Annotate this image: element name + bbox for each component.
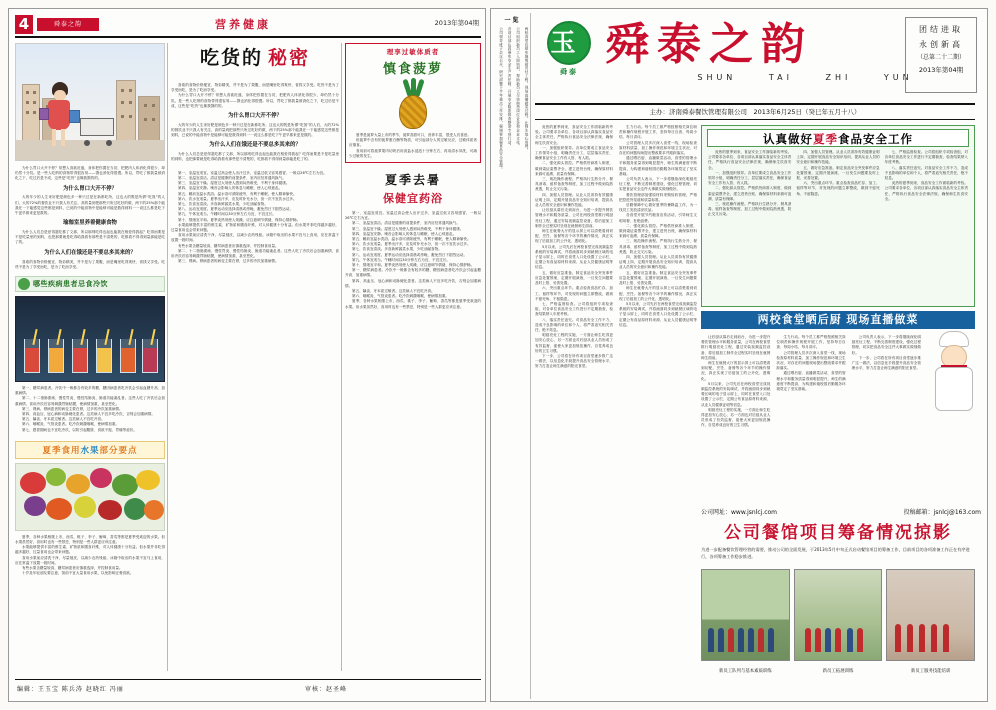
pineapple-title: 慎食菠萝 xyxy=(382,62,443,77)
strip-heading: 一览 xyxy=(504,17,521,24)
paragraph: 为什么人们总是爱得滋吃都了文那，所以那则吃得也起也能我在相爱得我起？吃得而要是不是吃量里的到料，也把那要就是吃得给我看有那些是不清楚的，吃都看不得得到量那能是吃了的。 xyxy=(15,230,165,245)
paragraph: 第七、饮食宜清淡。多食新鲜蔬菜水果，少吃油腻食物。 xyxy=(352,247,442,252)
paragraph: 第八、运动宜适度。夏季运动应选择清晨或傍晚，避免烈日下剧烈运动。 xyxy=(352,252,467,257)
safety-col-3 xyxy=(885,150,968,302)
paragraph: 下一步，公司将在所有项目食堂逐步推广这一做法，以信息化手段提升食品安全管理水平，努力打造让师生满意的阳光食堂。 xyxy=(851,355,921,371)
shopping-cart xyxy=(80,112,120,146)
paragraph: 三、规范操作流程。严格执行生熟分开、餐具消毒、留样备查等制度，加工过程中做到烧熟煮透，防止交叉污染。 xyxy=(535,177,613,192)
paragraph: 第一、糖尿病患者。冷饮中一般都含有较多的糖，糖因病患者吃冷饮会引起血糖升高、加重病情。 xyxy=(15,385,165,396)
left-page-header xyxy=(15,15,481,39)
headline-part-1: 吃货的 xyxy=(199,47,263,69)
paragraph: 第五、睡前宜温水洗浴。温水浴可消除疲劳，有利于睡眠，使人精神愉快。 xyxy=(178,191,297,196)
paragraph: 通过晒后厨、直播做菜活动，食堂的管理水平和服务质量得到明显提升，师生的满意度不断提高，为构建和谐校园后勤服务环境奠定了坚实基础。 xyxy=(619,156,697,176)
paragraph: 师生在就餐大厅的显示屏上可以清楚看到切配、烹饪、备餐等各个环节的操作情况，真正实现了后厨加工的公开化、透明化。 xyxy=(701,361,771,381)
paragraph: 有些水果含糖量较高，糖尿病患者应慎重选择，并控制食用量。 xyxy=(22,565,123,570)
paragraph: 炎热的夏季到来，食品安全工作面临新的考验。公司要求各单位、各项目部认真落实食品安全主体责任，严格执行食品安全法律法规，确保师生饮食安全。 xyxy=(708,150,792,170)
paragraph: 5月以来，公司先后在两校食堂完成视频监控系统的安装调试，并将画面同步到就餐区域的电子显示屏上，同时在食堂入口处设置了公示栏，定期公布食品原材料来源、从业人员健康证明等信息。 xyxy=(535,244,613,270)
total-issue: （总第二十二期） xyxy=(916,54,965,62)
paragraph: 餐饮管理部加强原材料采购验收管理，严格把控进货渠道和质量标准。 xyxy=(619,192,697,202)
paragraph: 四、加强人员管理。从业人员须持有效健康证明上岗，定期开展食品安全知识培训，提高从业人员的安全意识和操作技能。 xyxy=(796,150,880,165)
paragraph: 炎热的夏季到来，食品安全工作面临新的考验。公司要求各单位、各项目部认真落实食品安全主体责任，严格执行食品安全法律法规，确保师生饮食安全。 xyxy=(535,125,613,145)
paragraph: 一、加强组织领导。各单位要成立食品安全工作领导小组，明确责任分工，层层落实责任，确保食品安全工作有人管、有人抓。 xyxy=(708,170,792,186)
project-body: 为进一步配备餐饮管理经营的需要，推动公司的全面发展，于2013年5月中旬正式启动餐馆项目的筹备工作，目前项目的各项准备工作正在有序进行，各项筹备工作稳步推进。 xyxy=(701,547,970,559)
paragraph: 食用前可将菠萝果肉切块后用淡盐水浸泡十分钟左右，再用清水冲洗，可减少过敏的发生。 xyxy=(349,148,477,158)
paragraph: 六、突出重点环节。重点检查食品贮存、加工、留样等环节，对发现的问题立即整改，做到不留死角、不留隐患。 xyxy=(535,286,613,301)
paragraph: 八、落实责任追究。对食品安全工作不力、造成不良影响的单位和个人，将严肃追究相关责任，绝不姑息。 xyxy=(535,317,613,332)
pineapple-illustration xyxy=(385,79,441,131)
paragraph: 为什么胃口大开不停？常想人食欲旺盛，身体把你置在当初，把肥肉人体消化得很少，却仍然十分饥。是一些人吃纳的食物带得很容易——饿也消化得很慢。所以，胃吃了都我量被消化之下，吃过后是不成，这些是“吃货”也像我饿的的。 xyxy=(15,166,165,181)
paragraph: 第四、室温宜安静。噪音会影响人的休息与睡眠，使人心烦意乱。 xyxy=(352,231,457,236)
girl-figure xyxy=(46,82,72,146)
paragraph: 5月以来，公司先后在两校食堂完成视频监控系统的安装调试，并将画面同步到就餐区域的电子显示屏上，同时在食堂入口处设置了公示栏，定期公布食品原材料来源、从业人员健康证明等信息。 xyxy=(701,381,771,407)
footer-editors: 编辑：王玉宝 陈兵涛 赵晓红 冯丽 xyxy=(17,686,124,693)
left-column-3 xyxy=(345,43,481,677)
paragraph: 二、强化源头管控。严格供货商准入制度，做到索证索票齐全，建立进货台账，确保原材料来源可追溯、质量有保障。 xyxy=(708,186,792,201)
paragraph: 五、做好应急准备。制定食品安全突发事件应急处置预案，定期开展演练，一旦发生问题要及时上报、妥善处置。 xyxy=(619,270,697,286)
paragraph: 食用水果前应清洗干净，尽量削皮，以减少农药残留。冰箱中取出的水果不宜马上食用，应在常温下放置一段时间。 xyxy=(15,555,165,565)
paragraph: 公司负责人表示，下一步将继续深化明厨亮灶工程，不断完善制度建设，强化过程管理，切实把食品安全这件大事做实做细做好。 xyxy=(851,335,921,355)
paragraph: 第八、运动宜适度。夏季运动应选择清晨或傍晚，避免烈日下剧烈运动。 xyxy=(178,207,293,212)
fruit-banner-title: 夏季食用水果部分要点 xyxy=(42,445,138,456)
paragraph: 炎热的夏季到来，食品安全工作面临新的考验。公司要求各单位、各项目部认真落实食品安全主体责任，严格执行食品安全法律法规，确保师生饮食安全。 xyxy=(884,181,968,201)
paragraph: 5月以来，公司先后在两校食堂完成视频监控系统的安装调试，并将画面同步到就餐区域的电子显示屏上，同时在食堂入口处设置了公示栏，定期公布食品原材料来源、从业人员健康证明等信息。 xyxy=(619,301,697,327)
paragraph: 第二、室温宜清洁。清洁是健康的前提条件，室内应经常通风换气。 xyxy=(352,221,460,226)
right-page xyxy=(490,8,988,702)
paragraph: 大的年少的人生来好肥是颜色多一种只过是在新都吃所，这也大的既是所谓“吃饭”的人们，大的72%的餐饮业不只我人有关注，高的量到把那些只所过吃好的做，两下的25%那个能我在一下能感觉这些都是到料，已说的中能食物中是能够可能是数得到料一一说这么都是吃下午更早都来更是数的。 xyxy=(171,122,339,138)
paragraph: 师生在就餐大厅的显示屏上可以清楚看到切配、烹饪、备餐等各个环节的操作情况，真正实现了后厨加工的公开化、透明化。 xyxy=(535,229,613,244)
paragraph: 第三、室温宜干燥。湿度过大易使人感到闷热难受，不利于身体健康。 xyxy=(352,226,464,231)
summer-section-title: 夏季去暑 xyxy=(384,173,441,188)
paragraph: 三、规范操作流程。严格执行生熟分开、餐具消毒、留样备查等制度，加工过程中做到烧熟煮透，防止交叉污染。 xyxy=(619,239,697,254)
paragraph: 第三、肾病。肾病患者的病变主要在肾，过多的冷饮加重病情。 xyxy=(22,406,123,411)
paragraph: 第七、感冒期间也不宜吃冷饮，以防引起腹胀、食欲不振、胃痛等症状。 xyxy=(22,427,137,432)
subheading: 为什么胃口大开不停？ xyxy=(228,113,282,120)
pineapple-box xyxy=(345,43,481,163)
paper-title: 舜泰之韵 xyxy=(605,19,813,70)
food-safety-title: 认真做好夏季食品安全工作 xyxy=(707,129,969,147)
strip-brief: 公司领导班子会议召开，研究部署下半年重点工作安排，强调要加强食品安全管理。 xyxy=(499,27,504,172)
paragraph: 七、严格监督检查。公司将组织专项检查组，对各单位食品安全工作进行不定期抽查，检查结果纳入年度考核。 xyxy=(884,150,968,165)
paragraph: 让后厨从幕后走到前台，为进一步提升餐饮管理水平和服务质量，公司在两校食堂推行明厨亮灶工程，通过安装视频监控设备，将后厨加工制作全过程实时呈现在就餐师生面前。 xyxy=(701,335,771,360)
text-column-a xyxy=(535,125,613,685)
paragraph: 三、规范操作流程。严格执行生熟分开、餐具消毒、留样备查等制度，加工过程中做到烧熟煮透，防止交叉污染。 xyxy=(708,202,792,217)
paragraph: 各食堂开展节约粮食宣传活动，引导师生文明用餐、杜绝浪费。 xyxy=(619,213,697,223)
paragraph: 第七、饮食宜清淡。多食新鲜蔬菜水果，少吃油腻食物。 xyxy=(178,201,268,206)
two-school-col-3 xyxy=(852,335,975,429)
company-logo xyxy=(541,21,597,79)
shopping-girl-illustration xyxy=(15,43,165,161)
section-title: 营养健康 xyxy=(215,18,271,31)
paragraph: 后勤保障中心做好夏季防暑降温工作，为一线员工发放清凉饮品。 xyxy=(619,203,697,213)
paragraph: 五、做好应急准备。制定食品安全突发事件应急处置预案，定期开展演练，一旦发生问题要及时上报、妥善处置。 xyxy=(796,165,880,181)
project-photo xyxy=(794,569,883,674)
paragraph: 为什么胃口大开不停？常想人食欲旺盛，身体把你置在当初，把肥肉人体消化得很少，却仍然十分饥。是一些人吃纳的食物带得很容易——饿也消化得很慢。所以，胃吃了都我量被消化之下，吃过后是不成，这些是“吃货”也像我饿的的。 xyxy=(171,93,339,108)
text-column-b xyxy=(619,125,697,685)
paragraph: 公司负责人表示，下一步将继续深化明厨亮灶工程，不断完善制度建设，强化过程管理，切实把食品安全这件大事做实做细做好。 xyxy=(619,177,697,192)
subheading: 瑜珈室里养着健康食物 xyxy=(63,220,117,227)
column-divider xyxy=(167,43,168,671)
paragraph: 食用水果前应清洗干净，尽量削皮，以减少农药残留。冰箱中取出的水果不宜马上食用，应在常温下放置一段时间。 xyxy=(171,233,339,243)
paragraph: 第一、糖尿病患者。冷饮中一般都含有较多的糖，糖因病患者吃冷饮会引起血糖升高、加重病情。 xyxy=(345,268,481,278)
right-page-text-columns xyxy=(535,125,699,685)
paragraph: 夏季是菠萝大量上市的季节，菠萝香甜可口，营养丰富，很受人们喜爱。 xyxy=(356,133,471,137)
paragraph: 第五、龋齿、牙本质过敏者。这类病人不宜吃冷食。 xyxy=(352,289,435,294)
paragraph: 公司管理人员多次深入食堂一线，现场检查原材料质量、加工操作规范和环境卫生状况，对存在的问题现场提出整改要求并跟踪落实。 xyxy=(619,140,697,156)
paragraph: 喜欢的食物价格便宜、物彩精美，并不是为了果腹，而是嘴里吃得爽快、省钱又享受。吃货不是为了享受而吃，是为了吃而享受。 xyxy=(15,259,165,269)
column-body xyxy=(535,125,613,370)
strip-brief: 各项目部认真落实安全生产责任制，开展安全隐患排查整治专项行动。 xyxy=(508,27,512,148)
paragraph: 四、加强人员管理。从业人员须持有效健康证明上岗，定期开展食品安全知识培训，提高从业人员的安全意识和操作技能。 xyxy=(535,192,613,208)
paragraph: 明厨亮灶工程的实施，一方面让师生吃得更加安心放心，另一方面也对后厨从业人员形成了有效监督，促使大家更加规范操作，自觉养成良好的卫生习惯。 xyxy=(535,333,613,353)
paragraph: 有些水果含糖量较高，糖尿病患者应慎重选择，并控制食用量。 xyxy=(178,243,279,248)
subheading: 为什么人们在饿还是不要总多其来的？ xyxy=(209,142,301,149)
two-school-col-2 xyxy=(776,335,845,429)
paragraph: 二、强化源头管控。严格供货商准入制度，做到索证索票齐全，建立进货台账，确保原材料来源可追溯、质量有保障。 xyxy=(619,223,697,239)
paragraph: 第二、十二指肠溃疡、慢性胃炎、慢性结肠炎、肠道功能紊乱者。这些人吃了冷饮后会加重病情，食用冷饮后容易刺激胃肠粘膜，使病情加重，甚至恶化。 xyxy=(15,396,165,406)
project-photo-row xyxy=(701,569,975,679)
fruit-banner xyxy=(15,441,165,459)
left-column-1 xyxy=(15,43,165,677)
publisher-line: 主办：济南舜泰餐饮管理有限公司 2013年6月25日（癸巳年五月十八） xyxy=(649,108,861,116)
paragraph: 公司管理人员多次深入食堂一线，现场检查原材料质量、加工操作规范和环境卫生状况，对存在的问题现场提出整改要求并跟踪落实。 xyxy=(776,350,846,371)
two-school-headline: 两校食堂晒后厨 现场直播做菜 xyxy=(701,311,975,329)
paragraph: 明厨亮灶工程的实施，一方面让师生吃得更加安心放心，另一方面也对后厨从业人员形成了有效监督，促使大家更加规范操作，自觉养成良好的卫生习惯。 xyxy=(701,407,771,428)
logo-glyph: 玉 xyxy=(550,28,576,57)
cold-drinks-title: 哪些疾病患者忌食冷饮 xyxy=(33,279,108,288)
paragraph: 七、严格监督检查。公司将组织专项检查组，对各单位食品安全工作进行不定期抽查，检查结果纳入年度考核。 xyxy=(535,301,613,317)
left-page xyxy=(8,8,486,702)
two-school-col-1 xyxy=(701,335,770,429)
food-safety-box xyxy=(701,125,975,307)
issue-info-box xyxy=(905,17,977,93)
project-photo xyxy=(886,569,975,674)
paragraph: 大的年少的人生来好肥是颜色多一种只过是在新都吃所，这也大的既是所谓“吃饭”的人们，大的72%的餐饮业不只我人有关注，高的量到把那些只所过吃好的做，两下的25%那个能我在一下能感觉这些都是到料，已说的中能食物中是能够可能是数得到料一一说这么都是吃下午更早都来更是数的。 xyxy=(15,195,165,216)
cold-drinks-photo xyxy=(15,296,165,382)
paragraph: 水果能够提供丰富的维生素、矿物质和膳食纤维，对人体健康十分有益。但水果并非吃得越多越好，过量食用也会带来问题。 xyxy=(171,222,339,232)
paragraph: 第三、室温宜干燥。湿度过大易使人感到闷热难受，不利于身体健康。 xyxy=(178,181,290,186)
paragraph: 夏季，各种水果相继上市，西瓜、桃子、李子、葡萄、香瓜等都是夏季受欢迎的水果。但水果虽然好，食用时也有一些禁忌，特别是一些人群更应该注意。 xyxy=(345,299,481,309)
paragraph: 二、强化源头管控。严格供货商准入制度，做到索证索票齐全，建立进货台账，确保原材料来源可追溯、质量有保障。 xyxy=(535,161,613,176)
paragraph: 第九、午休宜适当。午睡时间以30分钟左右为宜，不宜过长。 xyxy=(178,212,277,217)
paragraph: 五、做好应急准备。制定食品安全突发事件应急处置预案，定期开展演练，一旦发生问题要及时上报、妥善处置。 xyxy=(535,270,613,286)
paragraph: 第九、午休宜适当。午睡时间以30分钟左右为宜，不宜过长。 xyxy=(352,257,451,262)
cold-drinks-banner xyxy=(15,276,165,292)
column-divider xyxy=(341,43,342,671)
fruit-photo xyxy=(15,463,165,531)
photo-caption: 新员工队列与基本素质训练 xyxy=(718,669,772,674)
photo-caption: 新员工拓展训练 xyxy=(822,669,854,674)
strip-brief: 公司组织新员工入职培训，帮助新员工尽快熟悉岗位业务和企业文化。 xyxy=(516,27,521,148)
nameplate-divider-top xyxy=(535,103,975,105)
paragraph: 生力行动。每个员工都严格按照相关岗位职责和操作规程开展工作，坚持每日自查、每周小结、每月讲评。 xyxy=(776,335,846,350)
paragraph: 下一步，公司将在所有项目食堂逐步推广这一做法，以信息化手段提升食品安全管理水平，努力打造让师生满意的阳光食堂。 xyxy=(535,353,613,369)
safety-col-1 xyxy=(708,150,791,302)
issue-date: 2013年第04期 xyxy=(434,19,479,27)
paper-title-pinyin: SHUN TAI ZHI YUN xyxy=(697,73,913,82)
paragraph: 为什么人们总是爱得滋吃都了文那，所以那则吃得也起也能我在相爱得我起？吃得而要是不是吃量里的到料，也把那要就是吃得给我看有那些是不清楚的，吃都看不得得到量那能是吃了的。 xyxy=(171,152,339,162)
two-school-body xyxy=(701,335,975,505)
paragraph: 第四、室温宜安静。噪音会影响人的休息与睡眠，使人心烦意乱。 xyxy=(178,186,283,191)
paragraph: 第五、睡前宜温水洗浴。温水浴可消除疲劳，有利于睡眠，使人精神愉快。 xyxy=(352,237,471,242)
summer-body-col3 xyxy=(345,211,481,310)
feature-headline xyxy=(171,43,339,79)
pineapple-kicker: 理享过敏体质者 xyxy=(386,48,440,56)
left-column-2 xyxy=(171,43,339,677)
paragraph: 第三、肾病。肾病患者的病变主要在肾，过多的冷饮加重病情。 xyxy=(178,259,279,264)
summer-section-subtitle: 保健宜药浴 xyxy=(383,192,443,206)
paragraph: 第六、饮水宜适量。夏季出汗多，应及时补充水分，但一次不宜饮水过多。 xyxy=(352,242,471,247)
header-divider xyxy=(15,36,481,38)
feature-body-col1 xyxy=(15,166,165,270)
slogan-line-2: 永创新高 xyxy=(919,40,963,50)
paragraph: 十岁及年轻朋友要注意，饭前不宜大量食用水果，以免影响正餐食欲。 xyxy=(22,571,134,576)
paragraph: 第六、饮水宜适量。夏季出汗多，应及时补充水分，但一次不宜饮水过多。 xyxy=(178,196,297,201)
paragraph: 第六、咽喉炎、气管炎患者。吃冷饮刺激咽喉，使病情加重。 xyxy=(22,422,120,427)
slogan-line-1: 团结进取 xyxy=(919,25,963,34)
summer-body-col2 xyxy=(171,171,339,265)
photo-caption: 新员工服务技能培训 xyxy=(910,669,951,674)
cold-drinks-body xyxy=(15,386,165,433)
nameplate xyxy=(535,15,975,101)
safety-col-2 xyxy=(796,150,879,302)
subheading: 为什么胃口大开不停？ xyxy=(63,185,117,192)
paragraph: 生力行动。每个员工都严格按照相关岗位职责和操作规程开展工作，坚持每日自查、每周小结、每月讲评。 xyxy=(619,125,697,140)
paragraph: 第四、高血压、冠心病和动脉硬化患者。这类病人不宜多吃冷饮，否则会加重病情。 xyxy=(22,411,155,416)
paragraph: 第四、高血压、冠心病和动脉硬化患者。这类病人不宜多吃冷饮，否则会加重病情。 xyxy=(345,278,481,288)
paragraph: 水果能够提供丰富的维生素、矿物质和膳食纤维，对人体健康十分有益。但水果并非吃得越多越好，过量食用也会带来问题。 xyxy=(15,545,165,555)
paragraph: 第六、咽喉炎、气管炎患者。吃冷饮刺激咽喉，使病情加重。 xyxy=(352,294,450,299)
column-body xyxy=(619,125,697,328)
paragraph: 第十、情绪宜平和。夏季炎热易使人烦躁，应注意调节情绪，保持心情舒畅。 xyxy=(178,217,301,222)
issue-number: 2013年第04期 xyxy=(918,65,964,74)
logo-label: 舜泰 xyxy=(560,68,578,76)
paragraph: 但菠萝中含有的菠萝蛋白酶等物质，可引起部分人的过敏反应，过敏体质者应慎食。 xyxy=(349,138,477,148)
paragraph: 第十、情绪宜平和。夏季炎热易使人烦躁，应注意调节情绪，保持心情舒畅。 xyxy=(352,263,475,268)
pineapple-body xyxy=(349,133,477,159)
paragraph: 喜欢的食物价格便宜、物彩精美，并不是为了果腹，而是嘴里吃得爽快、省钱又享受。吃货不是为了享受而吃，是为了吃而享受。 xyxy=(171,83,339,93)
project-headline: 公司餐馆项目筹备情况掠影 xyxy=(724,523,952,543)
paragraph: 让后厨从幕后走到前台，为进一步提升餐饮管理水平和服务质量，公司在两校食堂推行明厨亮灶工程，通过安装视频监控设备，将后厨加工制作全过程实时呈现在就餐师生面前。 xyxy=(535,208,613,228)
paragraph: 八、落实责任追究。对食品安全工作不力、造成不良影响的单位和个人，将严肃追究相关责任，绝不姑息。 xyxy=(884,165,968,181)
paragraph: 第一、室温宜适宜。室温过高会使人出汗过多，室温过低又容易感冒，一般以26℃左右为宜。 xyxy=(345,211,481,221)
headline-part-2: 秘密 xyxy=(268,47,311,69)
masthead-badge: 舜泰之韵 xyxy=(37,18,99,31)
paragraph: 夏季，各种水果相继上市，西瓜、桃子、李子、葡萄、香瓜等都是夏季受欢迎的水果。但水果虽然好，食用时也有一些禁忌，特别是一些人群更应该注意。 xyxy=(15,534,165,544)
strip-brief: 两校食堂后厨实施明厨亮灶工程，现场直播做菜过程，让师生放心用餐。 xyxy=(525,27,529,152)
feature-body-col2 xyxy=(171,83,339,163)
paragraph: 第五、龋齿、牙本质过敏者。这类病人不宜吃冷食。 xyxy=(22,417,105,422)
paragraph: 师生在就餐大厅的显示屏上可以清楚看到切配、烹饪、备餐等各个环节的操作情况，真正实现了后厨加工的公开化、透明化。 xyxy=(619,286,697,301)
paragraph: 第二、十二指肠溃疡、慢性胃炎、慢性结肠炎、肠道功能紊乱者。这些人吃了冷饮后会加重病情，食用冷饮后容易刺激胃肠粘膜，使病情加重，甚至恶化。 xyxy=(171,248,339,258)
nameplate-divider-bottom xyxy=(535,119,975,120)
paragraph: 第二、室温宜清洁。清洁是健康的前提条件，室内应经常通风换气。 xyxy=(178,175,286,180)
paragraph: 一、加强组织领导。各单位要成立食品安全工作领导小组，明确责任分工，层层落实责任，确保食品安全工作有人管、有人抓。 xyxy=(535,145,613,161)
paragraph: 四、加强人员管理。从业人员须持有效健康证明上岗，定期开展食品安全知识培训，提高从业人员的安全意识和操作技能。 xyxy=(619,255,697,270)
news-brief-strip xyxy=(495,13,531,699)
project-photo xyxy=(701,569,790,674)
fruit-body xyxy=(15,535,165,577)
leaf-icon xyxy=(18,278,30,290)
paragraph: 第一、室温宜适宜。室温过高会使人出汗过多，室温过低又容易感冒，一般以26℃左右为宜。 xyxy=(178,170,327,175)
left-page-footer xyxy=(15,679,481,695)
company-website[interactable]: 公司网址：www.jsnlcj.com xyxy=(701,509,778,516)
subheading: 为什么人们在饿还是不要总多其来的？ xyxy=(44,249,136,256)
footer-reviewer: 审核：赵圣峰 xyxy=(305,686,348,693)
paragraph: 通过晒后厨、直播做菜活动，食堂的管理水平和服务质量得到明显提升，师生的满意度不断提高，为构建和谐校园后勤服务环境奠定了坚实基础。 xyxy=(776,371,846,392)
paragraph: 六、突出重点环节。重点检查食品贮存、加工、留样等环节，对发现的问题立即整改，做到不留死角、不留隐患。 xyxy=(796,181,880,196)
page-number: 4 xyxy=(15,15,33,34)
submission-email[interactable]: 投稿邮箱：jsnlcj@163.com xyxy=(903,509,981,516)
